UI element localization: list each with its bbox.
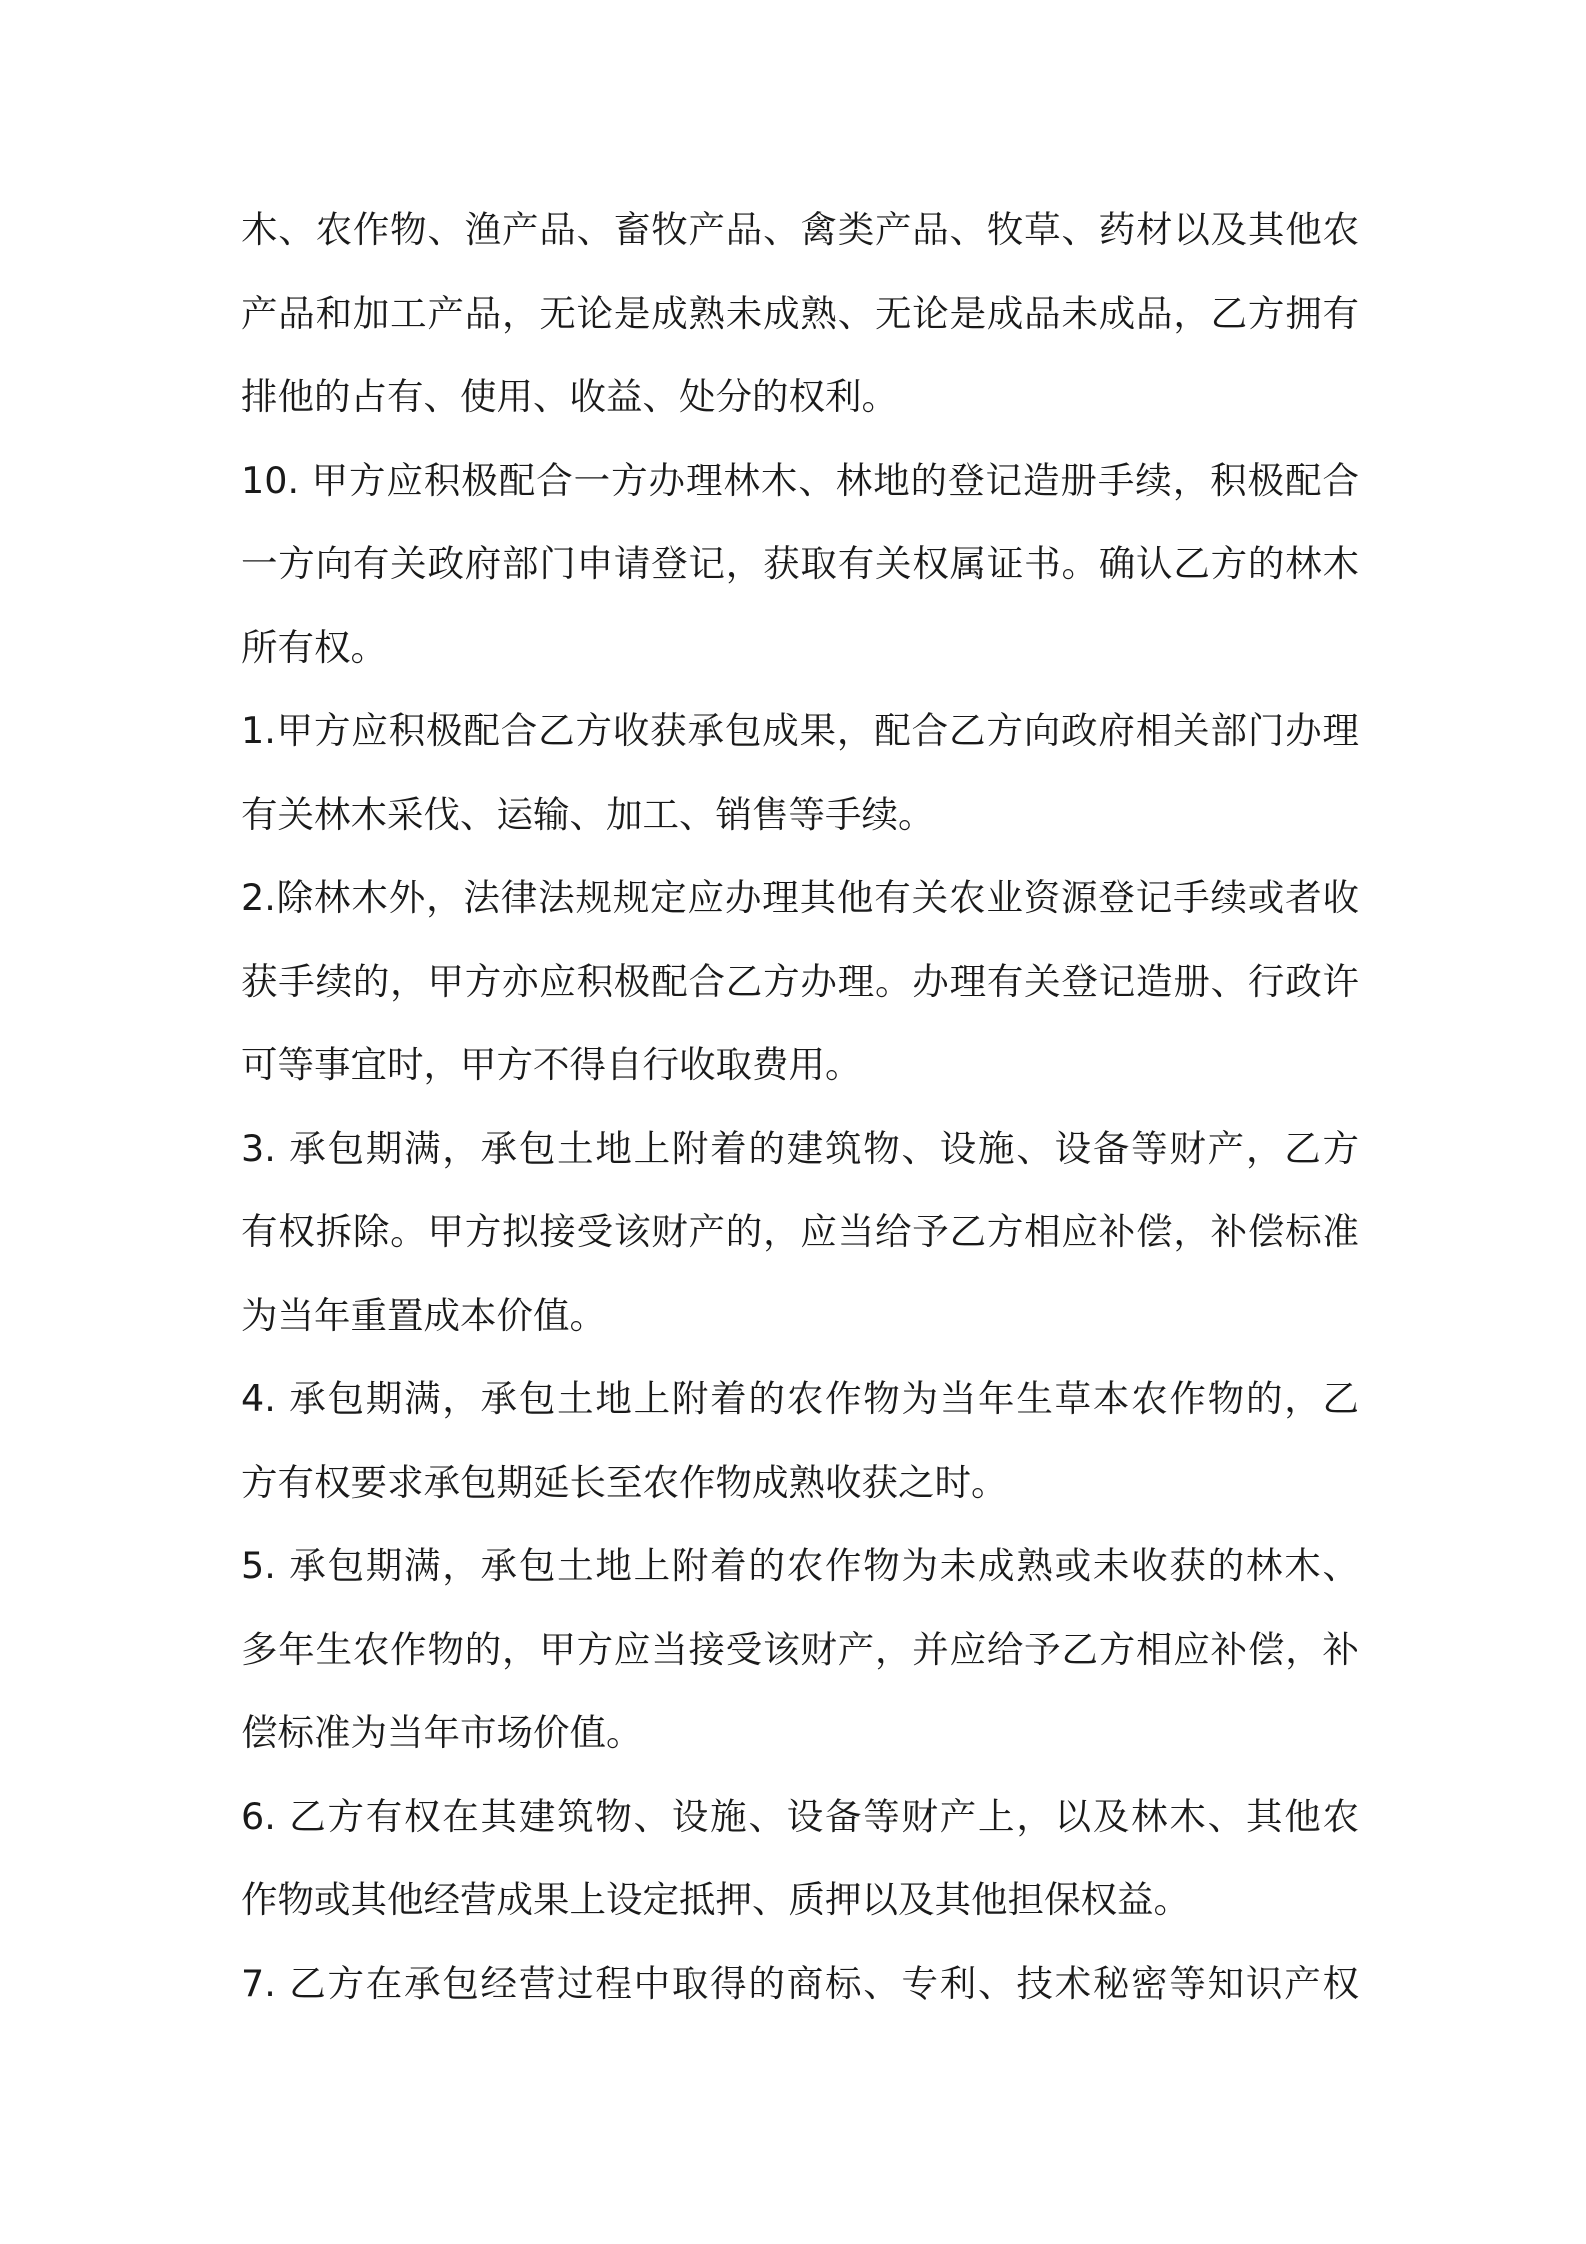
text-line: 偿标准为当年市场价值。 [241, 1711, 643, 1754]
text-line: 2.除林木外，法律法规规定应办理其他有关农业资源登记手续或者收 [241, 876, 1359, 919]
document-body [241, 188, 1359, 2025]
text-line: 为当年重置成本价值。 [241, 1293, 606, 1337]
text-line: 所有权。 [241, 625, 387, 669]
text-line: 多年生农作物的，甲方应当接受该财产，并应给予乙方相应补偿，补 [241, 1627, 1359, 1671]
text-line: 有权拆除。甲方拟接受该财产的，应当给予乙方相应补偿，补偿标准 [241, 1210, 1359, 1253]
text-line: 排他的占有、使用、收益、处分的权利。 [241, 375, 898, 418]
text-line: 6. 乙方有权在其建筑物、设施、设备等财产上，以及林木、其他农 [241, 1794, 1359, 1838]
text-line: 10. 甲方应积极配合一方办理林木、林地的登记造册手续，积极配合 [241, 458, 1359, 502]
text-line: 4. 承包期满，承包土地上附着的农作物为当年生草本农作物的，乙 [241, 1377, 1359, 1420]
text-line: 5. 承包期满，承包土地上附着的农作物为未成熟或未收获的林木、 [241, 1544, 1359, 1587]
text-line: 7. 乙方在承包经营过程中取得的商标、专利、技术秘密等知识产权 [241, 1961, 1359, 2005]
text-line: 一方向有关政府部门申请登记，获取有关权属证书。确认乙方的林木 [241, 542, 1359, 585]
text-line: 产品和加工产品，无论是成熟未成熟、无论是成品未成品，乙方拥有 [241, 291, 1359, 335]
text-line: 1.甲方应积极配合乙方收获承包成果，配合乙方向政府相关部门办理 [241, 709, 1359, 752]
text-line: 可等事宜时，甲方不得自行收取费用。 [241, 1043, 862, 1086]
text-line: 木、农作物、渔产品、畜牧产品、禽类产品、牧草、药材以及其他农 [241, 208, 1359, 251]
text-line: 作物或其他经营成果上设定抵押、质押以及其他担保权益。 [241, 1878, 1190, 1921]
text-line: 有关林木采伐、运输、加工、销售等手续。 [241, 792, 935, 836]
text-line: 方有权要求承包期延长至农作物成熟收获之时。 [241, 1460, 1008, 1504]
text-line: 获手续的，甲方亦应积极配合乙方办理。办理有关登记造册、行政许 [241, 959, 1359, 1003]
text-line: 3. 承包期满，承包土地上附着的建筑物、设施、设备等财产，乙方 [241, 1126, 1359, 1170]
